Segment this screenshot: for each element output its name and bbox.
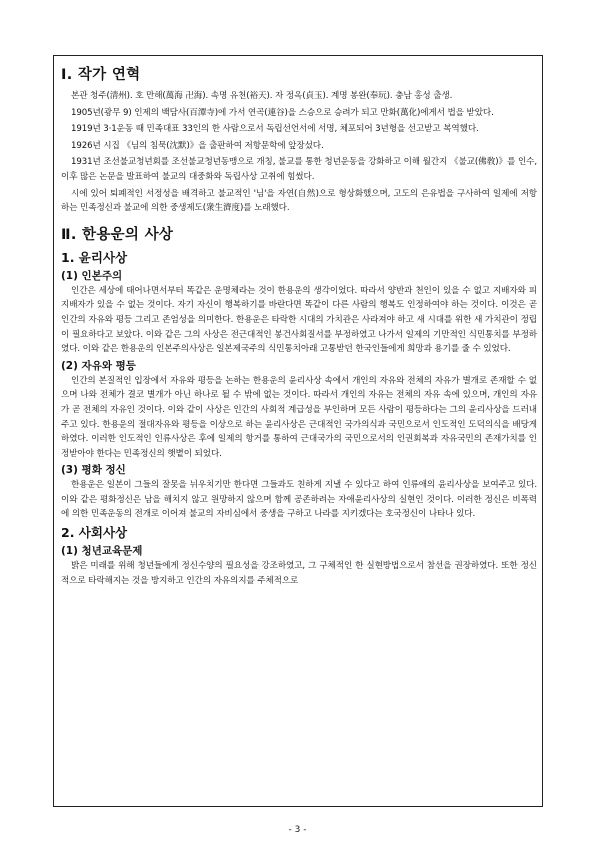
page-content (61, 66, 537, 590)
humanism-paragraph: 인간은 세상에 태어나면서부터 똑같은 운명체라는 것이 한용운의 생각이었다. 따라서 양반과 천인이 있을 수 없고 지배자와 피지배자가 있을 수 없는 것이다. 자기 자신이 행복하기를 바란다면 똑같이 다른 사람의 행복도 인정하여야 하는 것이다. 이것은 곧 인간의 자유와 평등 그리고 존엄성을 의미한다. 한용운은 타락한 시대의 가치관은 사라져야 하고 새 시대를 위한 새 가치관이 정립이 필요하다고 보았다. 이와 같은 그의 사상은 전근대적인 봉건사회질서를 부정하였고 나가서 일제의 기만적인 식민통치를 부정하였다. 이와 같은 한용운의 인본주의사상은 일본제국주의 식민통치아래 고통받던 한국인들에게 희망과 용기를 줄 수 있었다. (61, 285, 537, 355)
section-title-thought: Ⅱ. 한용운의 사상 (61, 226, 174, 243)
freedom-paragraph: 인간의 본질적인 입장에서 자유와 평등을 논하는 한용운의 윤리사상 속에서 개인의 자유와 전체의 자유가 별개로 존재할 수 없으며 나와 전체가 결코 별개가 아닌 하나로 될 수 밖에 없는 것이다. 따라서 개인의 자유는 전체의 자유 속에 있으며, 개인의 자유가 곧 전체의 자유인 것이다. 이와 같이 사상은 인간의 사회적 계급성을 부인하며 모든 사람이 평등하다는 그의 윤리사상을 드러내주고 있다. 한용운의 절대자유와 평등을 이상으로 하는 윤리사상은 근대적인 국가의식과 국민으로서 인도적인 도덕의식을 배당게 하였다. 이러한 인도적인 인류사상은 후에 일제의 항거를 통하여 근대국가의 국민으로서의 인권회복과 자유국민의 존재가치를 인정받아야 한다는 민족정신의 햇볕이 되었다. (61, 375, 537, 459)
youth-paragraph: 밝은 미래를 위해 청년들에게 정신수양의 필요성을 강조하였고, 그 구체적인 한 실현방법으로서 참선을 권장하였다. 또한 정신적으로 타락해지는 것을 방지하고 인간의 자유의지를 주체적으로 (61, 561, 537, 586)
heading-youth-education: (1) 청년교육문제 (61, 545, 143, 558)
page-number: - 3 - (288, 825, 307, 835)
author-history-paragraph: 1905년(광무 9) 인제의 백담사(百潭寺)에 가서 연곡(連谷)을 스승으로 승려가 되고 만화(萬化)에게서 법을 받았다. (71, 107, 494, 118)
heading-ethics: 1. 윤리사상 (61, 249, 128, 265)
author-history-paragraph: 본관 청주(淸州). 호 만해(萬海 卍海). 속명 유천(裕天). 자 정옥(貞玉). 계명 봉완(奉玩). 충남 홍성 출생. (71, 91, 453, 101)
author-history-paragraph: 1931년 조선불교청년회를 조선불교청년동맹으로 개칭, 불교를 통한 청년운동을 강화하고 이해 월간지 《불교(佛敎)》를 인수, 이후 많은 논문을 발표하여 불교의 대중화와 독립사상 고취에 힘썼다. (61, 157, 537, 182)
heading-social-thought: 2. 사회사상 (61, 525, 128, 541)
heading-freedom-equality: (2) 자유와 평등 (61, 359, 136, 372)
heading-humanism: (1) 인본주의 (61, 269, 123, 282)
author-history-paragraph: 시에 있어 퇴폐적인 서정성을 배격하고 불교적인 '님'을 자연(自然)으로 형상화했으며, 고도의 은유법을 구사하여 일제에 저항하는 민족정신과 불교에 의한 중생제도(衆生濟度)를 노래했다. (61, 188, 537, 214)
heading-peace: (3) 평화 정신 (61, 464, 126, 477)
peace-paragraph: 한용운은 일본이 그들의 잘못을 뉘우치기만 한다면 그들과도 친하게 지낼 수 있다고 하여 인류애의 윤리사상을 보여주고 있다. 이와 같은 평화정신은 남을 해치지 않고 원망하지 않으며 함께 공존하려는 자애윤리사상의 실현인 것이다. 이러한 정신은 비폭력에 의한 민족운동의 전개로 이어져 불교의 자비심에서 중생을 구하고 나라를 지키겠다는 호국정신이 나타나 있다. (61, 480, 537, 520)
author-history-paragraph: 1919년 3·1운동 때 민족대표 33인의 한 사람으로서 독립선언서에 서명, 체포되어 3년형을 선고받고 복역했다. (71, 124, 479, 135)
author-history-paragraph: 1926년 시집 《님의 침묵(沈默)》을 출판하여 저항문학에 앞장섰다. (71, 140, 324, 151)
section-title-author-history: Ⅰ. 작가 연혁 (61, 67, 141, 83)
